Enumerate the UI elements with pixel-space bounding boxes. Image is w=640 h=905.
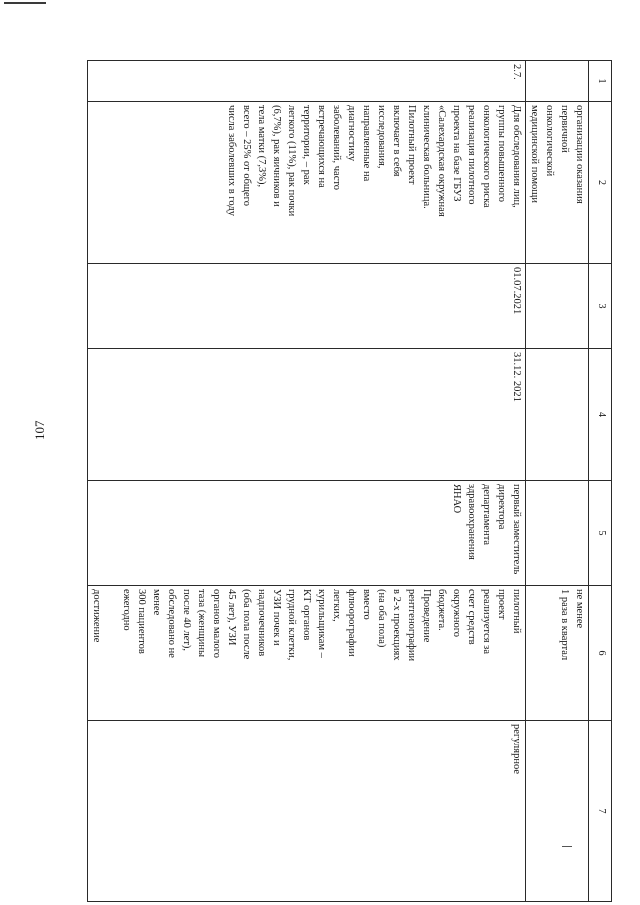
cell-responsible: первый заместитель директора департамента здравоохранения ЯНАО xyxy=(88,481,526,586)
cell-result: пилотный проект реализуется за счет средств окружного бюджета. Проведение рентгенографии в 2-х проекциях (на оба пола) вместо флюорографии легких, курильщикам – КТ органов грудной клетки, УЗИ почек и надпочечников (оба пола после 45 лет), УЗИ органов малого таза (женщины после 40 лет), обследовано не менее 300 пациентов ежегодно достижение xyxy=(88,586,526,721)
page-number: 107 xyxy=(32,420,47,440)
column-number-3: 3 xyxy=(589,264,612,349)
cell-periodicity xyxy=(526,721,589,902)
column-number-5: 5 xyxy=(589,481,612,586)
column-number-1: 1 xyxy=(589,61,612,102)
scan-bottom-mark xyxy=(562,846,572,847)
cell-responsible xyxy=(526,481,589,586)
rotated-page-content xyxy=(91,60,612,852)
cell-item-number: 2.7. xyxy=(88,61,526,102)
column-number-4: 4 xyxy=(589,349,612,481)
cell-activity: Для обследования лиц, группы повышенного онкологического риска реализация пилотного проекта на базе ГБУЗ «Салехардская окружная клиническая больница. Пилотный проект включает в себя исследования, направленные на диагностику заболеваний, часто встречающихся на территории, – рак легкого (11%), рак почки (6,7%), рак яичников и тела матки (7,3%), всего – 25% от общего числа заболевших в году xyxy=(88,102,526,264)
column-number-7: 7 xyxy=(589,721,612,902)
cell-item-number xyxy=(526,61,589,102)
cell-result: не менее 1 раза в квартал xyxy=(526,586,589,721)
cell-start-date xyxy=(526,264,589,349)
plan-table xyxy=(87,60,612,902)
cell-end-date: 31.12. 2021 xyxy=(88,349,526,481)
cell-periodicity: регулярное xyxy=(88,721,526,902)
table-row-2-7 xyxy=(88,61,526,902)
table-header-row xyxy=(589,61,612,902)
scan-corner-mark xyxy=(4,2,46,4)
table-row-continuation xyxy=(526,61,589,902)
cell-activity: организации оказания первичной онкологической медицинской помощи xyxy=(526,102,589,264)
cell-start-date: 01.07.2021 xyxy=(88,264,526,349)
column-number-6: 6 xyxy=(589,586,612,721)
column-number-2: 2 xyxy=(589,102,612,264)
cell-end-date xyxy=(526,349,589,481)
